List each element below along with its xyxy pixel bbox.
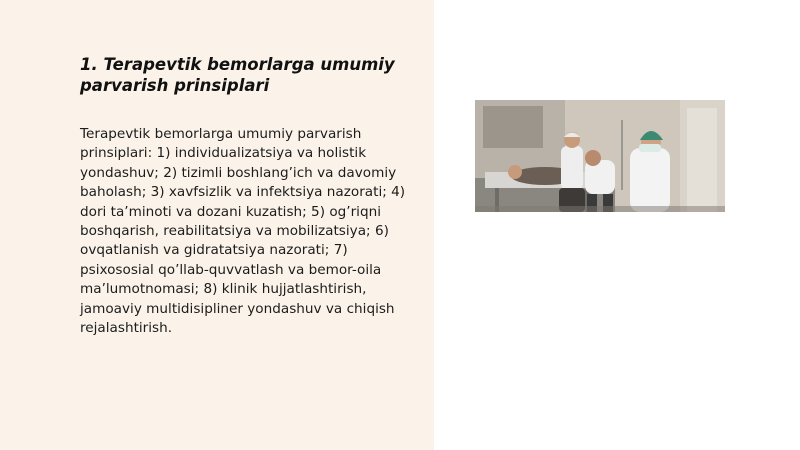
slide-body-text: Terapevtik bemorlarga umumiy parvarish prinsiplari: 1) individualizatsiya va holistik yondashuv; 2) tizimli boshlang’ich va davomiy baholash; 3) xavfsizlik va infektsiya nazorati; 4) dori ta’minoti va dozani kuzatish; 5) og’riqni boshqarish, reabilitatsiya va mobilizatsiya; 6) ovqatlanish va gidratatsiya nazorati; 7) psixososial qo’llab-quvvatlash va bemor-oila ma’lumotnomasi; 8) klinik hujjatlashtirish, jamoaviy multidisipliner yondashuv va chiqish rejalashtirish. [80,126,406,337]
hospital-ward-photo [475,100,725,212]
slide-title: 1. Terapevtik bemorlarga umumiy parvarish prinsiplari [80,55,395,95]
hospital-ward-illustration [475,100,725,212]
